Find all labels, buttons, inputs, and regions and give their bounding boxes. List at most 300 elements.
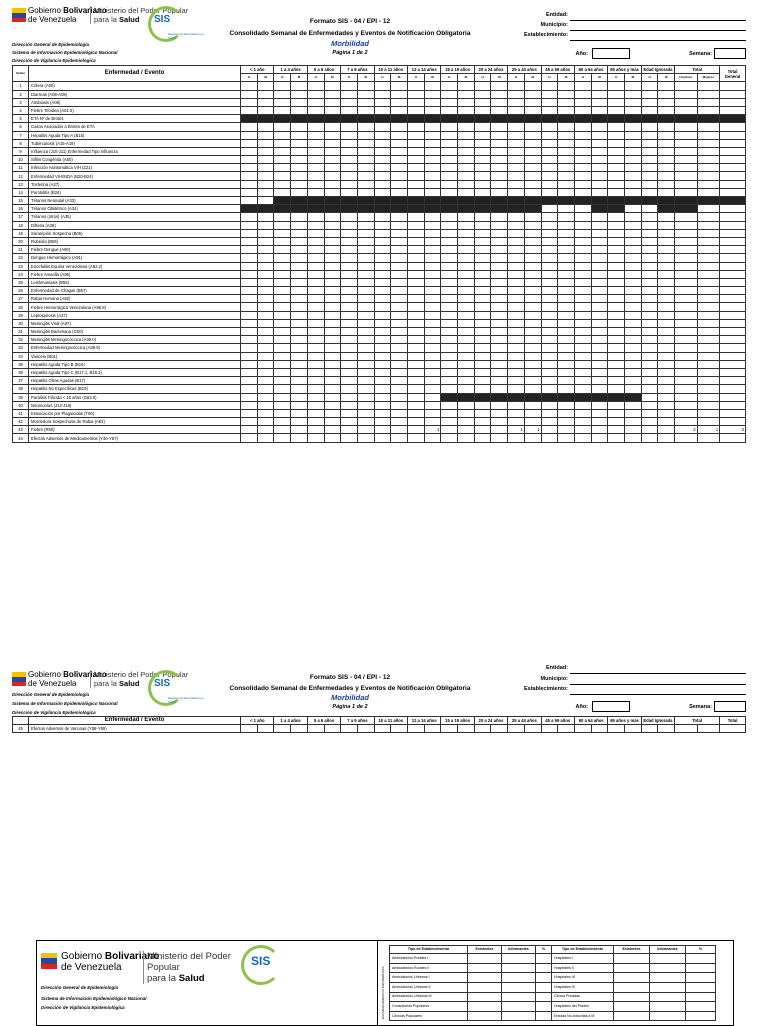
data-cell[interactable] bbox=[641, 328, 658, 336]
data-cell[interactable] bbox=[257, 385, 274, 393]
data-cell[interactable] bbox=[558, 409, 575, 417]
data-cell[interactable] bbox=[441, 385, 458, 393]
data-cell[interactable] bbox=[341, 254, 358, 262]
data-cell[interactable] bbox=[558, 262, 575, 270]
data-cell[interactable] bbox=[508, 287, 525, 295]
data-cell[interactable] bbox=[474, 344, 491, 352]
data-cell[interactable] bbox=[374, 262, 391, 270]
data-cell[interactable] bbox=[341, 295, 358, 303]
data-cell[interactable] bbox=[625, 123, 642, 131]
data-cell[interactable] bbox=[508, 319, 525, 327]
data-cell[interactable] bbox=[257, 172, 274, 180]
data-cell[interactable] bbox=[357, 368, 374, 376]
data-cell[interactable] bbox=[257, 197, 274, 205]
data-cell[interactable] bbox=[491, 287, 508, 295]
data-cell[interactable] bbox=[241, 368, 258, 376]
data-cell[interactable] bbox=[274, 319, 291, 327]
data-cell[interactable] bbox=[341, 106, 358, 114]
data-cell[interactable] bbox=[641, 156, 658, 164]
data-cell[interactable] bbox=[491, 336, 508, 344]
data-cell[interactable] bbox=[341, 360, 358, 368]
data-cell[interactable] bbox=[241, 319, 258, 327]
data-cell[interactable] bbox=[324, 106, 341, 114]
data-cell[interactable] bbox=[291, 180, 308, 188]
data-cell[interactable] bbox=[257, 156, 274, 164]
data-cell[interactable] bbox=[502, 954, 536, 964]
data-cell[interactable] bbox=[608, 82, 625, 90]
data-cell[interactable] bbox=[241, 344, 258, 352]
data-cell[interactable] bbox=[408, 434, 425, 442]
data-cell[interactable] bbox=[508, 139, 525, 147]
data-cell[interactable] bbox=[257, 90, 274, 98]
data-cell[interactable] bbox=[508, 221, 525, 229]
data-cell[interactable] bbox=[341, 426, 358, 434]
data-cell[interactable] bbox=[658, 180, 675, 188]
data-cell[interactable] bbox=[524, 377, 541, 385]
data-cell[interactable] bbox=[697, 385, 720, 393]
data-cell[interactable] bbox=[424, 328, 441, 336]
data-cell[interactable] bbox=[508, 360, 525, 368]
data-cell[interactable] bbox=[502, 973, 536, 983]
data-cell[interactable] bbox=[491, 409, 508, 417]
data-cell[interactable] bbox=[424, 147, 441, 155]
data-cell[interactable] bbox=[524, 164, 541, 172]
data-cell[interactable] bbox=[307, 106, 324, 114]
data-cell[interactable] bbox=[257, 409, 274, 417]
data-cell[interactable] bbox=[474, 278, 491, 286]
data-cell[interactable] bbox=[675, 139, 697, 147]
data-cell[interactable] bbox=[675, 180, 697, 188]
data-cell[interactable] bbox=[307, 172, 324, 180]
data-cell[interactable] bbox=[658, 434, 675, 442]
data-cell[interactable] bbox=[658, 254, 675, 262]
data-cell[interactable] bbox=[558, 156, 575, 164]
data-cell[interactable] bbox=[307, 401, 324, 409]
data-cell[interactable] bbox=[641, 409, 658, 417]
data-cell[interactable] bbox=[291, 336, 308, 344]
data-cell[interactable] bbox=[341, 139, 358, 147]
data-cell[interactable] bbox=[257, 278, 274, 286]
data-cell[interactable] bbox=[341, 385, 358, 393]
data-cell[interactable] bbox=[374, 278, 391, 286]
data-cell[interactable] bbox=[720, 246, 746, 254]
data-cell[interactable] bbox=[374, 139, 391, 147]
data-cell[interactable] bbox=[274, 139, 291, 147]
data-cell[interactable] bbox=[324, 295, 341, 303]
data-cell[interactable] bbox=[474, 725, 491, 733]
data-cell[interactable] bbox=[408, 352, 425, 360]
data-cell[interactable] bbox=[641, 287, 658, 295]
data-cell[interactable] bbox=[625, 156, 642, 164]
data-cell[interactable] bbox=[541, 409, 558, 417]
data-cell[interactable] bbox=[307, 254, 324, 262]
data-cell[interactable] bbox=[474, 303, 491, 311]
data-cell[interactable] bbox=[697, 139, 720, 147]
data-cell[interactable] bbox=[524, 385, 541, 393]
data-cell[interactable] bbox=[408, 229, 425, 237]
data-cell[interactable] bbox=[241, 131, 258, 139]
data-cell[interactable] bbox=[424, 156, 441, 164]
data-cell[interactable] bbox=[458, 401, 475, 409]
data-cell[interactable] bbox=[608, 156, 625, 164]
data-cell[interactable] bbox=[458, 409, 475, 417]
data-cell[interactable] bbox=[608, 352, 625, 360]
data-cell[interactable] bbox=[614, 982, 650, 992]
data-cell[interactable] bbox=[625, 180, 642, 188]
data-cell[interactable] bbox=[574, 368, 591, 376]
data-cell[interactable] bbox=[391, 368, 408, 376]
data-cell[interactable] bbox=[274, 344, 291, 352]
data-cell[interactable] bbox=[458, 147, 475, 155]
data-cell[interactable] bbox=[720, 156, 746, 164]
data-cell[interactable] bbox=[441, 147, 458, 155]
data-cell[interactable] bbox=[591, 262, 608, 270]
data-cell[interactable] bbox=[491, 270, 508, 278]
data-cell[interactable] bbox=[257, 147, 274, 155]
data-cell[interactable] bbox=[357, 287, 374, 295]
entidad-field[interactable] bbox=[570, 665, 746, 674]
data-cell[interactable] bbox=[641, 393, 658, 401]
data-cell[interactable] bbox=[574, 246, 591, 254]
data-cell[interactable] bbox=[441, 82, 458, 90]
data-cell[interactable] bbox=[391, 725, 408, 733]
data-cell[interactable] bbox=[574, 131, 591, 139]
data-cell[interactable] bbox=[374, 164, 391, 172]
data-cell[interactable] bbox=[658, 90, 675, 98]
data-cell[interactable] bbox=[341, 278, 358, 286]
data-cell[interactable] bbox=[458, 344, 475, 352]
data-cell[interactable] bbox=[307, 352, 324, 360]
data-cell[interactable] bbox=[591, 287, 608, 295]
data-cell[interactable] bbox=[307, 295, 324, 303]
data-cell[interactable] bbox=[458, 131, 475, 139]
data-cell[interactable] bbox=[408, 409, 425, 417]
data-cell[interactable] bbox=[675, 328, 697, 336]
data-cell[interactable] bbox=[675, 254, 697, 262]
data-cell[interactable] bbox=[241, 303, 258, 311]
data-cell[interactable] bbox=[641, 262, 658, 270]
data-cell[interactable] bbox=[524, 434, 541, 442]
data-cell[interactable] bbox=[241, 418, 258, 426]
data-cell[interactable] bbox=[291, 164, 308, 172]
data-cell[interactable] bbox=[491, 434, 508, 442]
data-cell[interactable] bbox=[541, 303, 558, 311]
data-cell[interactable] bbox=[625, 98, 642, 106]
data-cell[interactable] bbox=[574, 172, 591, 180]
data-cell[interactable] bbox=[391, 246, 408, 254]
data-cell[interactable] bbox=[274, 360, 291, 368]
data-cell[interactable] bbox=[558, 311, 575, 319]
anio-field[interactable] bbox=[592, 48, 630, 59]
data-cell[interactable] bbox=[458, 328, 475, 336]
data-cell[interactable] bbox=[675, 303, 697, 311]
data-cell[interactable] bbox=[541, 287, 558, 295]
data-cell[interactable] bbox=[241, 352, 258, 360]
data-cell[interactable] bbox=[720, 237, 746, 245]
data-cell[interactable] bbox=[541, 360, 558, 368]
data-cell[interactable] bbox=[591, 246, 608, 254]
data-cell[interactable] bbox=[374, 188, 391, 196]
data-cell[interactable] bbox=[541, 106, 558, 114]
data-cell[interactable] bbox=[291, 172, 308, 180]
data-cell[interactable] bbox=[591, 106, 608, 114]
data-cell[interactable] bbox=[324, 385, 341, 393]
data-cell[interactable] bbox=[658, 278, 675, 286]
data-cell[interactable] bbox=[491, 344, 508, 352]
data-cell[interactable] bbox=[357, 725, 374, 733]
data-cell[interactable] bbox=[508, 328, 525, 336]
data-cell[interactable] bbox=[608, 295, 625, 303]
data-cell[interactable] bbox=[641, 426, 658, 434]
data-cell[interactable] bbox=[524, 229, 541, 237]
data-cell[interactable] bbox=[675, 213, 697, 221]
data-cell[interactable] bbox=[424, 139, 441, 147]
data-cell[interactable] bbox=[391, 131, 408, 139]
data-cell[interactable] bbox=[357, 156, 374, 164]
data-cell[interactable] bbox=[720, 368, 746, 376]
data-cell[interactable] bbox=[541, 221, 558, 229]
data-cell[interactable] bbox=[508, 188, 525, 196]
data-cell[interactable] bbox=[720, 164, 746, 172]
data-cell[interactable] bbox=[658, 360, 675, 368]
data-cell[interactable] bbox=[257, 123, 274, 131]
data-cell[interactable] bbox=[408, 246, 425, 254]
data-cell[interactable] bbox=[307, 164, 324, 172]
data-cell[interactable] bbox=[558, 319, 575, 327]
data-cell[interactable] bbox=[574, 262, 591, 270]
data-cell[interactable] bbox=[424, 409, 441, 417]
data-cell[interactable] bbox=[291, 82, 308, 90]
data-cell[interactable] bbox=[474, 360, 491, 368]
data-cell[interactable] bbox=[257, 344, 274, 352]
data-cell[interactable] bbox=[508, 131, 525, 139]
data-cell[interactable] bbox=[458, 295, 475, 303]
data-cell[interactable] bbox=[625, 270, 642, 278]
data-cell[interactable] bbox=[524, 725, 541, 733]
data-cell[interactable] bbox=[458, 123, 475, 131]
data-cell[interactable] bbox=[508, 401, 525, 409]
data-cell[interactable] bbox=[341, 172, 358, 180]
data-cell[interactable] bbox=[491, 188, 508, 196]
data-cell[interactable] bbox=[720, 295, 746, 303]
municipio-field[interactable] bbox=[570, 22, 746, 31]
data-cell[interactable] bbox=[641, 131, 658, 139]
data-cell[interactable] bbox=[491, 90, 508, 98]
data-cell[interactable] bbox=[324, 221, 341, 229]
data-cell[interactable] bbox=[641, 180, 658, 188]
data-cell[interactable] bbox=[675, 393, 697, 401]
data-cell[interactable] bbox=[508, 213, 525, 221]
data-cell[interactable] bbox=[625, 205, 642, 213]
data-cell[interactable] bbox=[625, 237, 642, 245]
data-cell[interactable] bbox=[686, 992, 716, 1002]
data-cell[interactable] bbox=[391, 172, 408, 180]
data-cell[interactable] bbox=[241, 426, 258, 434]
data-cell[interactable] bbox=[697, 352, 720, 360]
data-cell[interactable] bbox=[441, 434, 458, 442]
data-cell[interactable] bbox=[391, 401, 408, 409]
data-cell[interactable] bbox=[658, 262, 675, 270]
data-cell[interactable] bbox=[625, 131, 642, 139]
data-cell[interactable] bbox=[241, 82, 258, 90]
data-cell[interactable] bbox=[474, 98, 491, 106]
data-cell[interactable] bbox=[608, 246, 625, 254]
data-cell[interactable] bbox=[625, 401, 642, 409]
data-cell[interactable] bbox=[491, 360, 508, 368]
data-cell[interactable] bbox=[374, 295, 391, 303]
data-cell[interactable] bbox=[720, 90, 746, 98]
data-cell[interactable] bbox=[291, 229, 308, 237]
data-cell[interactable] bbox=[274, 90, 291, 98]
data-cell[interactable] bbox=[641, 352, 658, 360]
data-cell[interactable] bbox=[697, 262, 720, 270]
data-cell[interactable] bbox=[591, 377, 608, 385]
data-cell[interactable] bbox=[458, 188, 475, 196]
data-cell[interactable] bbox=[574, 295, 591, 303]
data-cell[interactable] bbox=[574, 106, 591, 114]
data-cell[interactable] bbox=[697, 434, 720, 442]
data-cell[interactable] bbox=[625, 336, 642, 344]
data-cell[interactable] bbox=[574, 352, 591, 360]
data-cell[interactable] bbox=[508, 344, 525, 352]
data-cell[interactable] bbox=[720, 270, 746, 278]
data-cell[interactable] bbox=[274, 295, 291, 303]
data-cell[interactable] bbox=[408, 180, 425, 188]
data-cell[interactable] bbox=[257, 426, 274, 434]
data-cell[interactable] bbox=[491, 139, 508, 147]
data-cell[interactable] bbox=[291, 401, 308, 409]
data-cell[interactable] bbox=[650, 1002, 686, 1012]
data-cell[interactable] bbox=[257, 434, 274, 442]
data-cell[interactable] bbox=[541, 205, 558, 213]
data-cell[interactable] bbox=[307, 246, 324, 254]
data-cell[interactable] bbox=[374, 287, 391, 295]
data-cell[interactable] bbox=[441, 328, 458, 336]
data-cell[interactable] bbox=[658, 188, 675, 196]
data-cell[interactable] bbox=[341, 328, 358, 336]
data-cell[interactable] bbox=[274, 278, 291, 286]
data-cell[interactable] bbox=[274, 287, 291, 295]
data-cell[interactable] bbox=[675, 147, 697, 155]
data-cell[interactable] bbox=[307, 328, 324, 336]
data-cell[interactable] bbox=[625, 172, 642, 180]
data-cell[interactable] bbox=[408, 106, 425, 114]
data-cell[interactable] bbox=[441, 377, 458, 385]
data-cell[interactable] bbox=[291, 725, 308, 733]
data-cell[interactable] bbox=[524, 82, 541, 90]
data-cell[interactable] bbox=[591, 352, 608, 360]
data-cell[interactable] bbox=[658, 270, 675, 278]
data-cell[interactable] bbox=[608, 360, 625, 368]
data-cell[interactable] bbox=[307, 368, 324, 376]
data-cell[interactable] bbox=[675, 434, 697, 442]
data-cell[interactable] bbox=[357, 278, 374, 286]
data-cell[interactable] bbox=[324, 123, 341, 131]
data-cell[interactable] bbox=[650, 982, 686, 992]
data-cell[interactable] bbox=[658, 287, 675, 295]
data-cell[interactable] bbox=[625, 385, 642, 393]
data-cell[interactable] bbox=[374, 254, 391, 262]
data-cell[interactable] bbox=[508, 409, 525, 417]
data-cell[interactable] bbox=[658, 311, 675, 319]
data-cell[interactable] bbox=[274, 98, 291, 106]
data-cell[interactable] bbox=[408, 278, 425, 286]
data-cell[interactable] bbox=[374, 180, 391, 188]
data-cell[interactable] bbox=[374, 246, 391, 254]
data-cell[interactable] bbox=[374, 131, 391, 139]
data-cell[interactable] bbox=[391, 254, 408, 262]
data-cell[interactable] bbox=[474, 295, 491, 303]
data-cell[interactable] bbox=[291, 98, 308, 106]
data-cell[interactable] bbox=[474, 106, 491, 114]
data-cell[interactable] bbox=[697, 311, 720, 319]
data-cell[interactable] bbox=[508, 418, 525, 426]
data-cell[interactable] bbox=[274, 377, 291, 385]
data-cell[interactable] bbox=[541, 262, 558, 270]
data-cell[interactable] bbox=[274, 156, 291, 164]
data-cell[interactable] bbox=[424, 270, 441, 278]
data-cell[interactable] bbox=[307, 418, 324, 426]
data-cell[interactable] bbox=[257, 725, 274, 733]
data-cell[interactable] bbox=[491, 123, 508, 131]
data-cell[interactable] bbox=[307, 82, 324, 90]
data-cell[interactable] bbox=[424, 164, 441, 172]
data-cell[interactable] bbox=[458, 319, 475, 327]
data-cell[interactable] bbox=[391, 311, 408, 319]
data-cell[interactable] bbox=[720, 172, 746, 180]
data-cell[interactable] bbox=[241, 385, 258, 393]
data-cell[interactable] bbox=[408, 237, 425, 245]
data-cell[interactable] bbox=[408, 82, 425, 90]
data-cell[interactable] bbox=[257, 418, 274, 426]
data-cell[interactable] bbox=[357, 401, 374, 409]
data-cell[interactable] bbox=[491, 172, 508, 180]
data-cell[interactable] bbox=[536, 1011, 552, 1021]
data-cell[interactable] bbox=[608, 221, 625, 229]
data-cell[interactable] bbox=[458, 106, 475, 114]
data-cell[interactable] bbox=[324, 393, 341, 401]
data-cell[interactable] bbox=[591, 344, 608, 352]
data-cell[interactable] bbox=[608, 385, 625, 393]
data-cell[interactable] bbox=[720, 98, 746, 106]
data-cell[interactable] bbox=[608, 213, 625, 221]
data-cell[interactable] bbox=[424, 254, 441, 262]
data-cell[interactable] bbox=[441, 426, 458, 434]
data-cell[interactable] bbox=[574, 82, 591, 90]
data-cell[interactable] bbox=[491, 213, 508, 221]
data-cell[interactable] bbox=[658, 172, 675, 180]
data-cell[interactable] bbox=[374, 393, 391, 401]
data-cell[interactable] bbox=[474, 287, 491, 295]
data-cell[interactable] bbox=[558, 123, 575, 131]
data-cell[interactable] bbox=[697, 147, 720, 155]
data-cell[interactable] bbox=[686, 963, 716, 973]
data-cell[interactable] bbox=[341, 352, 358, 360]
data-cell[interactable] bbox=[274, 246, 291, 254]
data-cell[interactable] bbox=[591, 434, 608, 442]
data-cell[interactable] bbox=[541, 123, 558, 131]
data-cell[interactable] bbox=[658, 401, 675, 409]
data-cell[interactable] bbox=[341, 434, 358, 442]
data-cell[interactable] bbox=[508, 237, 525, 245]
data-cell[interactable] bbox=[508, 180, 525, 188]
data-cell[interactable] bbox=[508, 156, 525, 164]
data-cell[interactable] bbox=[408, 393, 425, 401]
data-cell[interactable] bbox=[468, 982, 502, 992]
data-cell[interactable] bbox=[720, 278, 746, 286]
data-cell[interactable] bbox=[307, 213, 324, 221]
data-cell[interactable] bbox=[424, 98, 441, 106]
